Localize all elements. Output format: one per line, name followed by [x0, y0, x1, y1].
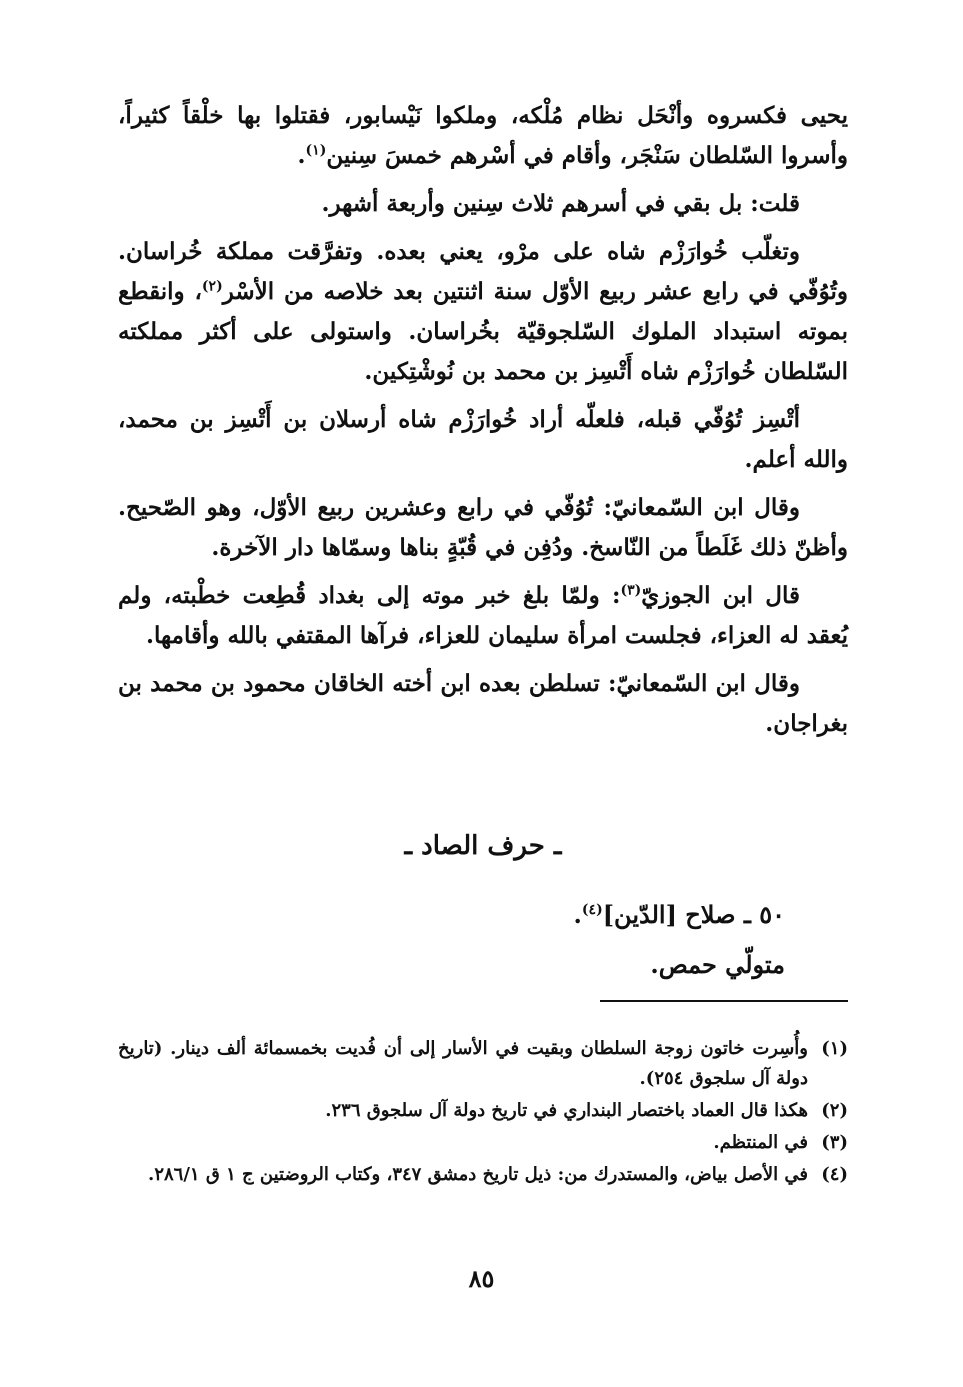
paragraph-1: يحيى فكسروه وأنْحَل نظام مُلْكه، وملكوا نَيْسابور، فقتلوا بها خلْقاً كثيراً، وأسروا السّلطان سَنْجَر، وأقام في أسْرهم خمسَ سِنين$^{(١)}$.: [118, 102, 848, 169]
paragraph-4: أتْسِز تُوُفّي قبله، فلعلّه أراد خُوارَزْم شاه أرسلان بن أَتْسِز بن محمد، والله أعلم.: [118, 406, 848, 473]
section-heading: ـ حرف الصاد ـ: [404, 831, 562, 861]
footnote-4: [118, 1160, 848, 1190]
paragraph-3: وتغلّب خُوارَزْم شاه على مرْو، يعني بعده. وتفرَّقت مملكة خُراسان. وتُوُفّي في رابع عشر ربيع الأوّل سنة اثنتين بعد خلاصه من الأسْر$^{(٢)}$، وانقطع بموته استبداد الملوك السّلجوقيّة بخُراسان. واستولى على أكثر مملكته السّلطان خُوارَزْم شاه أَتْسِز بن محمد بن نُوشْتِكين.: [118, 238, 848, 385]
footnote-text: في الأصل بياض، والمستدرك من: ذيل تاريخ دمشق ٣٤٧، وكتاب الروضتين ج ١ ق ٢٨٦/١.: [148, 1164, 808, 1185]
footnote-3: [118, 1128, 848, 1158]
footnote-2: [118, 1096, 848, 1126]
footnote-number: (١): [821, 1038, 848, 1059]
footnote-text: هكذا قال العماد باختصار البنداري في تاريخ دولة آل سلجوق ٢٣٦.: [325, 1100, 808, 1121]
paragraph-6: قال ابن الجوزيّ$^{(٣)}$: ولمّا بلغ خبر موته إلى بغداد قُطِعت خطْبته، ولم يُعقد له العزاء، فجلست امرأة سليمان للعزاء، فرآها المقتفي بالله وأقامها.: [118, 582, 848, 649]
footnote-divider: [600, 1000, 848, 1002]
paragraph-7: وقال ابن السّمعانيّ: تسلطن بعده ابن أخته الخاقان محمود بن محمد بن بغراجان.: [118, 670, 848, 737]
footnote-1: [118, 1034, 848, 1094]
footnote-ref-1: (١): [305, 142, 327, 159]
footnote-ref-2: (٢): [201, 278, 223, 295]
footnote-number: (٢): [821, 1100, 848, 1121]
footnote-number: (٤): [821, 1164, 848, 1185]
footnote-ref-4: (٤): [581, 902, 603, 918]
paragraph-5: وقال ابن السّمعانيّ: تُوُفّي في رابع وعشرين ربيع الأوّل، وهو الصّحيح. وأظنّ ذلك غَلَطاً من النّاسخ. ودُفِن في قُبّةٍ بناها وسمّاها دار الآخرة.: [118, 494, 848, 561]
page-number: ٨٥: [468, 1264, 495, 1293]
entry-block: [185, 890, 785, 990]
footnote-text: وأُسِرت خاتون زوجة السلطان وبقيت في الأسار إلى أن فُديت بخمسمائة ألف دينار. (تاريخ دولة آل سلجوق ٢٥٤).: [118, 1038, 808, 1089]
main-text: [118, 96, 848, 752]
paragraph-2: قلت: بل بقي في أسرهم ثلاث سِنين وأربعة أشهر.: [321, 190, 800, 217]
entry-title: ٥٠ ـ صلاح [الدّين]$^{(٤)}$.: [573, 900, 785, 929]
entry-description: متولّي حمص.: [650, 950, 785, 979]
footnote-number: (٣): [821, 1132, 848, 1153]
footnote-ref-3: (٣): [620, 582, 642, 599]
footnotes: [118, 1034, 848, 1192]
footnote-text: في المنتظم.: [713, 1132, 808, 1153]
